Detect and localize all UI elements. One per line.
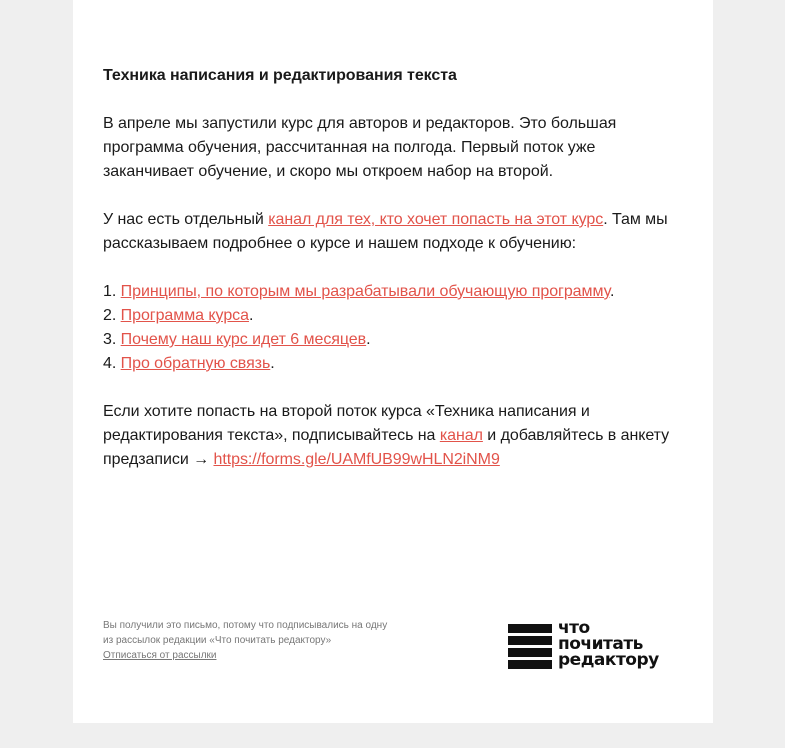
list-punct: . <box>609 283 615 300</box>
list-item <box>103 328 685 352</box>
logo-bars-icon <box>508 624 552 670</box>
intro-paragraph: В апреле мы запустили курс для авторов и редакторов. Это большая программа обучения, рассчитанная на полгода. Первый поток уже заканчивает обучение, и скоро мы откроем набор на второй. <box>103 115 617 180</box>
list-punct: . <box>366 331 371 348</box>
logo-line-2: почитать <box>558 634 643 654</box>
article-link-principles[interactable]: Принципы, по которым мы разрабатывали обучающую программу <box>120 283 610 300</box>
footer-notice-text: Вы получили это письмо, потому что подписывались на одну из рассылок редакции «Что почитать редактору» <box>103 620 388 646</box>
list-item <box>103 304 685 328</box>
logo[interactable] <box>508 618 688 674</box>
logo-wordmark <box>558 620 659 668</box>
article-link-program[interactable]: Программа курса <box>120 307 249 324</box>
list-number: 4. <box>103 355 121 372</box>
email-title: Техника написания и редактирования текста <box>103 67 457 84</box>
list-item <box>103 352 685 376</box>
channel-text-after: . Там мы рассказываем подробнее о курсе и нашем подходе к обучению: <box>103 211 668 252</box>
channel-text-before: У нас есть отдельный <box>103 211 269 228</box>
articles-list <box>103 280 685 376</box>
signup-paragraph <box>103 400 685 472</box>
list-item <box>103 280 685 304</box>
email-body <box>103 64 685 496</box>
list-number: 3. <box>103 331 121 348</box>
logo-line-3: редактору <box>558 650 659 670</box>
list-number: 1. <box>103 283 121 300</box>
list-number: 2. <box>103 307 121 324</box>
logo-line-1: что <box>558 618 590 638</box>
signup-text-before: Если хотите попасть на второй поток курса «Техника написания и редактирования текста», подписывайтесь на <box>103 403 590 444</box>
form-link[interactable]: https://forms.gle/UAMfUB99wHLN2iNM9 <box>213 451 500 468</box>
unsubscribe-link[interactable]: Отписаться от рассылки <box>103 650 217 661</box>
footer-notice <box>103 618 393 663</box>
article-link-feedback[interactable]: Про обратную связь <box>120 355 271 372</box>
channel-paragraph <box>103 208 685 256</box>
channel-link[interactable]: канал <box>439 427 483 444</box>
list-punct: . <box>270 355 275 372</box>
course-channel-link[interactable]: канал для тех, кто хочет попасть на этот курс <box>268 211 604 228</box>
list-punct: . <box>248 307 254 324</box>
email-card <box>73 0 713 723</box>
article-link-six-months[interactable]: Почему наш курс идет 6 месяцев <box>120 331 367 348</box>
signup-text-middle: и добавляйтесь в анкету предзаписи → <box>103 427 670 468</box>
